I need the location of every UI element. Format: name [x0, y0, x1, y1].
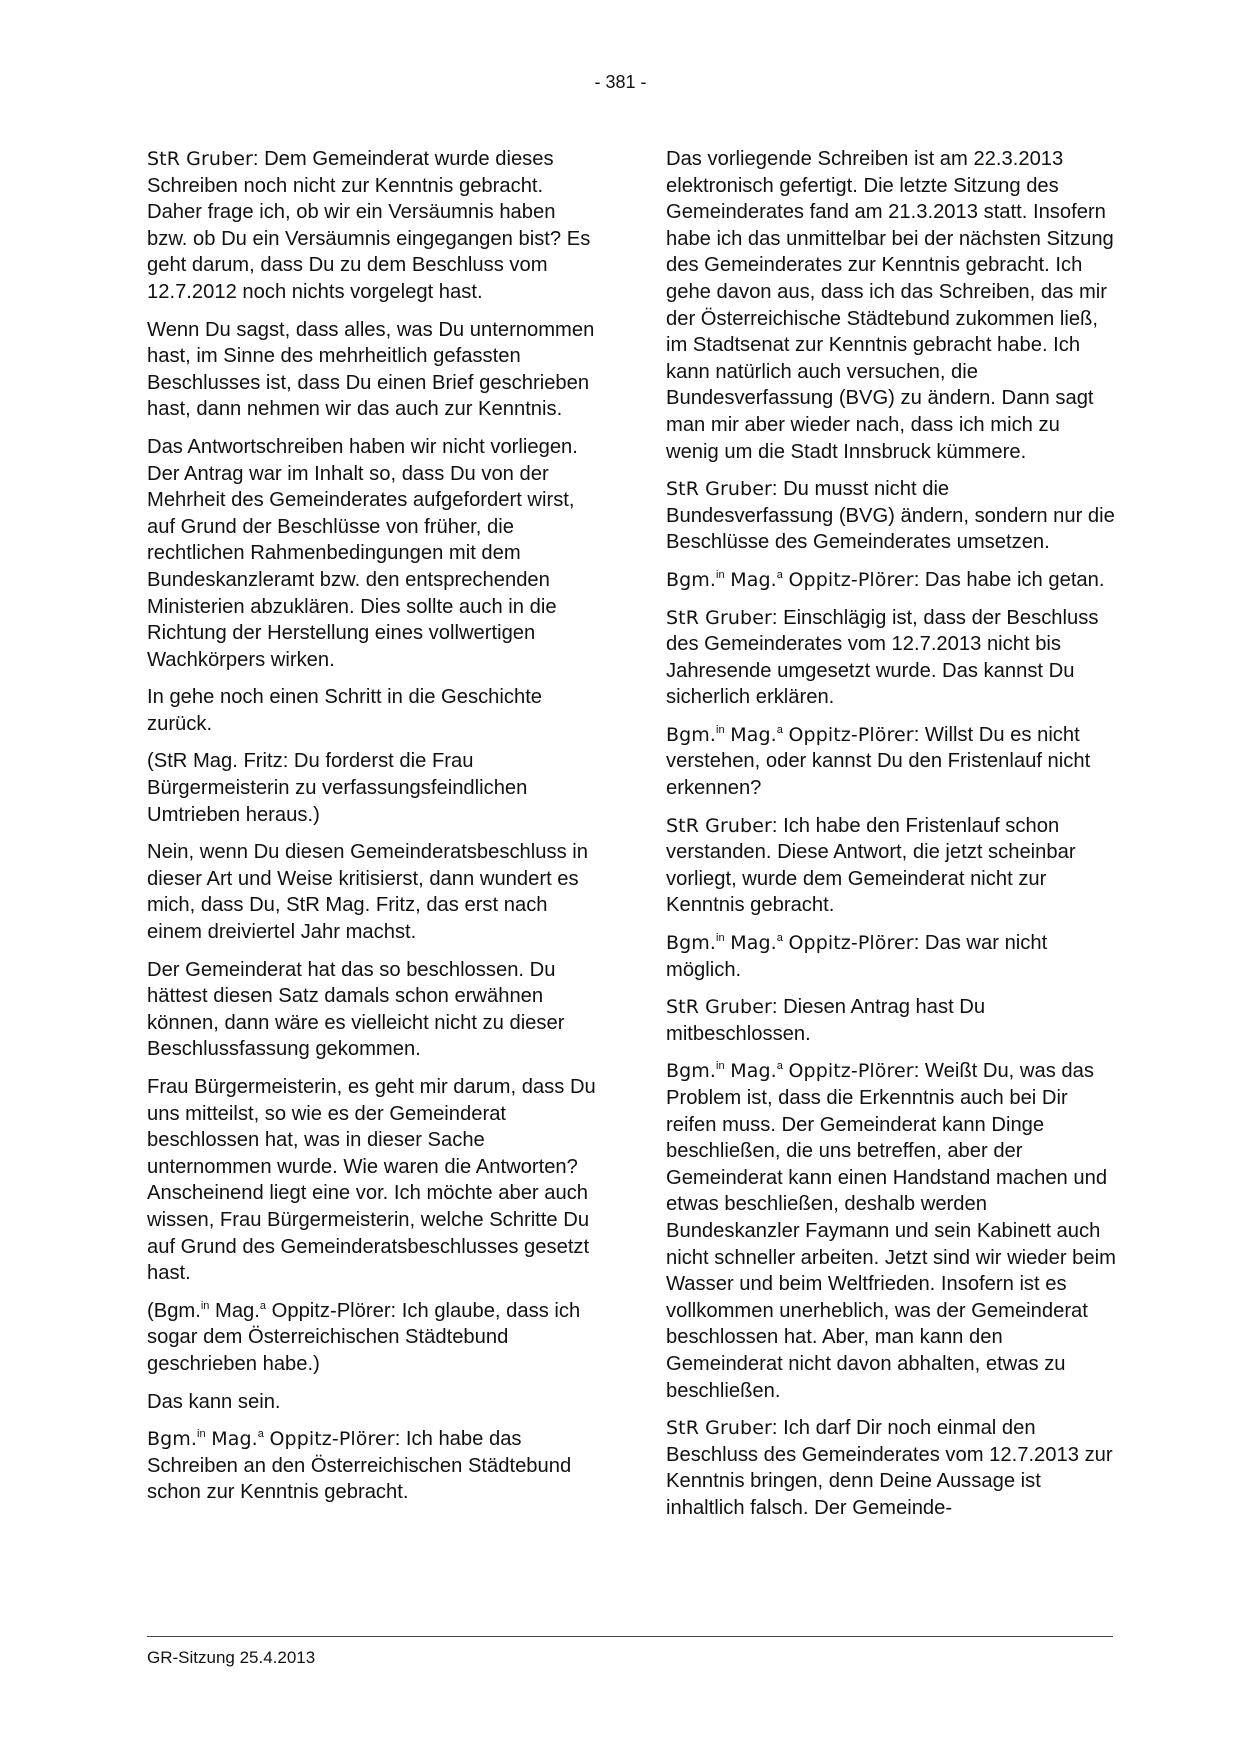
speaker-title: Mag.	[730, 1060, 777, 1083]
speaker-name: Oppitz-Plörer	[788, 932, 914, 955]
paragraph: Wenn Du sagst, dass alles, was Du unternommen hast, im Sinne des mehrheitlich gefassten Beschlusses ist, dass Du einen Brief geschrieben hast, dann nehmen wir das auch zur Kenntnis.	[147, 318, 595, 421]
paragraph	[666, 1415, 1116, 1521]
page-number: - 381 -	[594, 72, 647, 92]
speaker-title: Mag.	[211, 1428, 258, 1451]
footer-divider	[147, 1636, 1113, 1637]
speaker-name: Bgm.	[666, 1060, 717, 1083]
paragraph-text: : Ich darf Dir noch einmal den Beschluss des Gemeinderates vom 12.7.2013 zur Kenntnis bringen, denn Deine Aussage ist inhaltlich falsch. Der Gemeinde-	[666, 1417, 1113, 1519]
paragraph-text: : Ich habe den Fristenlauf schon verstanden. Diese Antwort, die jetzt scheinbar vorliegt, wurde dem Gemeinderat nicht zur Kenntnis gebracht.	[666, 814, 1076, 917]
paragraph-text: : Dem Gemeinderat wurde dieses Schreiben noch nicht zur Kenntnis gebracht. Daher frage ich, ob wir ein Versäumnis haben bzw. ob Du ein Versäumnis eingegangen bist? Es geht darum, dass Du zu dem Beschluss vom 12.7.2012 noch nichts vorgelegt hast.	[147, 148, 591, 303]
paragraph	[666, 1058, 1116, 1404]
paragraph	[666, 476, 1116, 556]
superscript: a	[776, 723, 783, 736]
speaker-name: Bgm.	[666, 568, 717, 591]
superscript: a	[776, 932, 783, 945]
paragraph: Der Gemeinderat hat das so beschlossen. Du hättest diesen Satz damals schon erwähnen können, dann wäre es vielleicht nicht zu dieser Beschlussfassung gekommen.	[147, 958, 565, 1061]
paragraph: (StR Mag. Fritz: Du forderst die Frau Bürgermeisterin zu verfassungsfeindlichen Umtrieben heraus.)	[147, 750, 528, 826]
speaker-name: Oppitz-Plörer	[788, 1060, 914, 1083]
superscript: in	[200, 1299, 210, 1312]
speaker-name: (Bgm.	[147, 1299, 201, 1322]
speaker-name: Oppitz-Plörer	[788, 568, 914, 591]
paragraph	[666, 813, 1116, 919]
paragraph: Das Antwortschreiben haben wir nicht vorliegen. Der Antrag war im Inhalt so, dass Du von der Mehrheit des Gemeinderates aufgefordert wirst, auf Grund der Beschlüsse von früher, die rechtlichen Rahmenbedingungen mit dem Bundeskanzleramt bzw. den entsprechenden Ministerien abzuklären. Dies sollte auch in die Richtung der Herstellung eines vollwertigen Wachkörpers wirken.	[147, 435, 578, 671]
paragraph	[666, 605, 1116, 711]
left-column	[147, 146, 597, 1517]
paragraph-text: : Du musst nicht die Bundesverfassung (BVG) ändern, sondern nur die Beschlüsse des Gemeinderates umsetzen.	[666, 478, 1115, 554]
speaker-name: StR Gruber	[666, 814, 772, 837]
paragraph: Das kann sein.	[147, 1390, 281, 1413]
paragraph: Das vorliegende Schreiben ist am 22.3.2013 elektronisch gefertigt. Die letzte Sitzung des Gemeinderates fand am 21.3.2013 statt. Insofern habe ich das unmittelbar bei der nächsten Sitzung des Gemeinderates zur Kenntnis gebracht. Ich gehe davon aus, dass ich das Schreiben, das mir der Österreichische Städtebund zukommen ließ, im Stadtsenat zur Kenntnis gebracht habe. Ich kann natürlich auch versuchen, die Bundesverfassung (BVG) zu ändern. Dann sagt man mir aber wieder nach, dass ich mich zu wenig um die Stadt Innsbruck kümmere.	[666, 148, 1114, 463]
superscript: a	[776, 1060, 783, 1073]
superscript: in	[716, 568, 725, 581]
footer-text: GR-Sitzung 25.4.2013	[147, 1648, 316, 1667]
paragraph: In gehe noch einen Schritt in die Geschichte zurück.	[147, 686, 543, 735]
paragraph	[666, 567, 1116, 594]
paragraph-text: : Einschlägig ist, dass der Beschluss des Gemeinderates vom 12.7.2013 nicht bis Jahresende umgesetzt wurde. Das kannst Du sicherlich erklären.	[666, 606, 1099, 709]
paragraph-text: : Willst Du es nicht verstehen, oder kannst Du den Fristenlauf nicht erkennen?	[666, 723, 1091, 800]
paragraph-text: : Weißt Du, was das Problem ist, dass die Erkenntnis auch bei Dir reifen muss. Der Gemeinderat kann Dinge beschließen, die uns betreffen, aber der Gemeinderat kann einen Handstand machen und etwas beschließen, deshalb werden Bundeskanzler Faymann und sein Kabinett auch nicht schneller arbeiten. Jetzt sind wir wieder beim Wasser und beim Weltfrieden. Insofern ist es vollkommen unerheblich, was der Gemeinderat beschlossen hat. Aber, man kann den Gemeinderat nicht davon abhalten, etwas zu beschließen.	[666, 1060, 1116, 1402]
speaker-name: StR Gruber	[147, 148, 253, 170]
paragraph	[666, 722, 1116, 802]
speaker-title: Mag.	[730, 568, 777, 591]
speaker-name: StR Gruber	[666, 478, 772, 501]
speaker-name: Bgm.	[147, 1428, 198, 1451]
speaker-name: StR Gruber	[666, 606, 772, 629]
superscript: in	[716, 1060, 725, 1073]
paragraph	[666, 994, 1116, 1047]
superscript: in	[716, 932, 725, 945]
paragraph	[666, 930, 1116, 983]
speaker-title: Mag.	[730, 723, 777, 746]
superscript: a	[259, 1299, 267, 1312]
speaker-title: Mag.	[730, 932, 777, 955]
speaker-name: Bgm.	[666, 723, 717, 746]
paragraph	[147, 1298, 597, 1378]
paragraph-text: : Das war nicht möglich.	[666, 932, 1048, 981]
paragraph-text: : Diesen Antrag hast Du mitbeschlossen.	[666, 996, 986, 1045]
speaker-title: Mag.	[215, 1299, 260, 1322]
paragraph: Nein, wenn Du diesen Gemeinderatsbeschluss in dieser Art und Weise kritisierst, dann wundert es mich, dass Du, StR Mag. Fritz, das erst nach einem dreiviertel Jahr machst.	[147, 841, 589, 944]
paragraph-text: Oppitz-Plörer: Ich glaube, dass ich sogar dem Österreichischen Städtebund geschrieben habe.)	[147, 1299, 581, 1375]
speaker-name: Bgm.	[666, 932, 717, 955]
speaker-name: StR Gruber	[666, 996, 772, 1019]
superscript: a	[257, 1428, 264, 1441]
superscript: in	[716, 723, 725, 736]
paragraph-text: : Ich habe das Schreiben an den Österreichischen Städtebund schon zur Kenntnis gebracht.	[147, 1428, 572, 1504]
speaker-name: StR Gruber	[666, 1417, 772, 1440]
paragraph	[147, 1426, 597, 1506]
speaker-name: Oppitz-Plörer	[788, 723, 914, 746]
superscript: a	[776, 568, 783, 581]
paragraph	[147, 146, 597, 306]
speaker-name: Oppitz-Plörer	[269, 1428, 395, 1451]
right-column	[666, 146, 1116, 1533]
superscript: in	[197, 1428, 206, 1441]
paragraph: Frau Bürgermeisterin, es geht mir darum, dass Du uns mitteilst, so wie es der Gemeinderat beschlossen hat, was in dieser Sache unternommen wurde. Wie waren die Antworten? Anscheinend liegt eine vor. Ich möchte aber auch wissen, Frau Bürgermeisterin, welche Schritte Du auf Grund des Gemeinderatsbeschlusses gesetzt hast.	[147, 1076, 596, 1285]
paragraph-text: : Das habe ich getan.	[913, 568, 1105, 591]
